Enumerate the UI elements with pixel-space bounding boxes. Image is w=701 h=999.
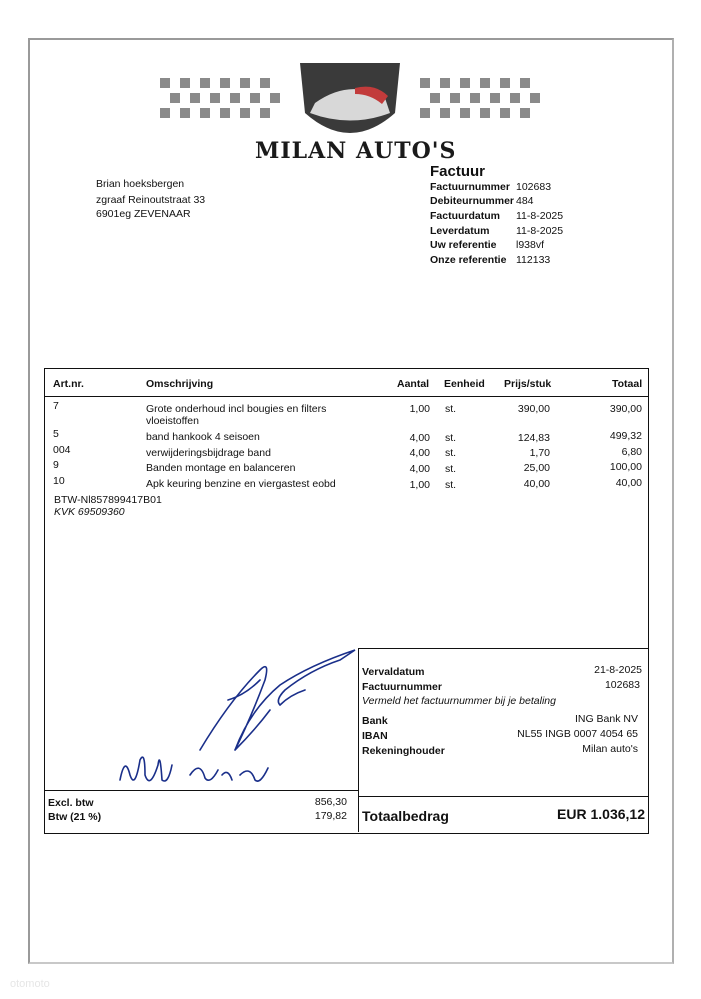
row-desc: verwijderingsbijdrage band: [146, 447, 271, 459]
btw-number: BTW-Nl857899417B01: [54, 494, 162, 506]
row-qty: 1,00: [409, 479, 430, 491]
bank-value: ING Bank NV: [574, 713, 638, 725]
row-price: 390,00: [517, 403, 550, 415]
meta-value: 11-8-2025: [516, 225, 564, 237]
iban-value: NL55 INGB 0007 4054 65: [517, 728, 638, 740]
meta-value: 484: [516, 195, 534, 207]
company-name: MILAN AUTO'S: [255, 138, 457, 164]
iban-label: IBAN: [362, 730, 388, 742]
row-desc: Grote onderhoud incl bougies en filters: [146, 403, 327, 415]
row-qty: 4,00: [409, 432, 430, 444]
row-total: 390,00: [609, 403, 642, 415]
meta-label: Factuurnummer: [430, 181, 510, 193]
row-qty: 1,00: [409, 403, 430, 415]
meta-label: Leverdatum: [430, 225, 490, 237]
row-qty: 4,00: [409, 447, 430, 459]
watermark: otomoto: [10, 978, 50, 990]
row-artnr: 004: [53, 444, 71, 456]
table-header-divider: [44, 396, 649, 397]
col-header-desc: Omschrijving: [146, 378, 214, 390]
row-unit: st.: [445, 447, 457, 459]
row-desc: Banden montage en balanceren: [146, 462, 296, 474]
row-qty: 4,00: [409, 463, 430, 475]
account-holder-label: Rekeninghouder: [362, 745, 445, 757]
invoice-title: Factuur: [430, 163, 486, 180]
grand-total-value: EUR 1.036,12: [557, 806, 645, 822]
col-header-artnr: Art.nr.: [53, 378, 84, 390]
customer-name: Brian hoeksbergen: [96, 178, 185, 190]
meta-value: 11-8-2025: [516, 210, 564, 222]
row-price: 1,70: [529, 447, 550, 459]
grand-total-divider: [358, 796, 649, 797]
row-price: 40,00: [523, 478, 550, 490]
row-artnr: 7: [53, 400, 59, 412]
signature-handwriting: [110, 640, 370, 810]
checkered-pattern-left: [160, 78, 280, 118]
due-date-label: Vervaldatum: [362, 666, 425, 678]
summary-divider-top: [358, 648, 649, 649]
btw-value: 179,82: [314, 810, 347, 822]
row-unit: st.: [445, 479, 457, 491]
meta-value: l938vf: [516, 239, 545, 251]
meta-label: Debiteurnummer: [430, 195, 515, 207]
row-unit: st.: [445, 463, 457, 475]
row-total: 40,00: [615, 477, 642, 489]
invoice-number-value: 102683: [604, 679, 640, 691]
col-header-price: Prijs/stuk: [504, 378, 552, 390]
meta-label: Uw referentie: [430, 239, 497, 251]
excl-btw-value: 856,30: [314, 796, 347, 808]
row-unit: st.: [445, 432, 457, 444]
customer-street: zgraaf Reinoutstraat 33: [96, 194, 206, 206]
account-holder-value: Milan auto's: [582, 743, 638, 755]
excl-btw-label: Excl. btw: [48, 797, 94, 809]
row-artnr: 5: [53, 428, 59, 440]
btw-label: Btw (21 %): [48, 811, 102, 823]
kvk-number: KVK 69509360: [54, 506, 125, 518]
meta-value: 112133: [516, 254, 551, 266]
row-total: 100,00: [609, 461, 642, 473]
meta-label: Factuurdatum: [430, 210, 501, 222]
row-artnr: 9: [53, 459, 59, 471]
row-desc: band hankook 4 seisoen: [146, 431, 260, 443]
grand-total-label: Totaalbedrag: [362, 808, 449, 824]
row-desc: Apk keuring benzine en viergastest eobd: [146, 478, 336, 490]
meta-value: 102683: [516, 181, 552, 193]
row-price: 25,00: [523, 462, 550, 474]
customer-city: 6901eg ZEVENAAR: [96, 208, 191, 220]
meta-label: Onze referentie: [430, 254, 507, 266]
col-header-qty: Aantal: [397, 378, 430, 390]
row-unit: st.: [445, 403, 457, 415]
row-artnr: 10: [53, 475, 65, 487]
invoice-number-label: Factuurnummer: [362, 681, 442, 693]
col-header-total: Totaal: [612, 378, 643, 390]
row-price: 124,83: [517, 432, 550, 444]
row-total: 6,80: [621, 446, 642, 458]
checkered-pattern-right: [420, 78, 540, 118]
row-total: 499,32: [609, 430, 642, 442]
row-desc-cont: vloeistoffen: [146, 415, 199, 427]
col-header-unit: Eenheid: [444, 378, 485, 390]
due-date-value: 21-8-2025: [594, 664, 642, 676]
payment-note: Vermeld het factuurnummer bij je betaling: [362, 695, 556, 707]
bank-label: Bank: [362, 715, 388, 727]
